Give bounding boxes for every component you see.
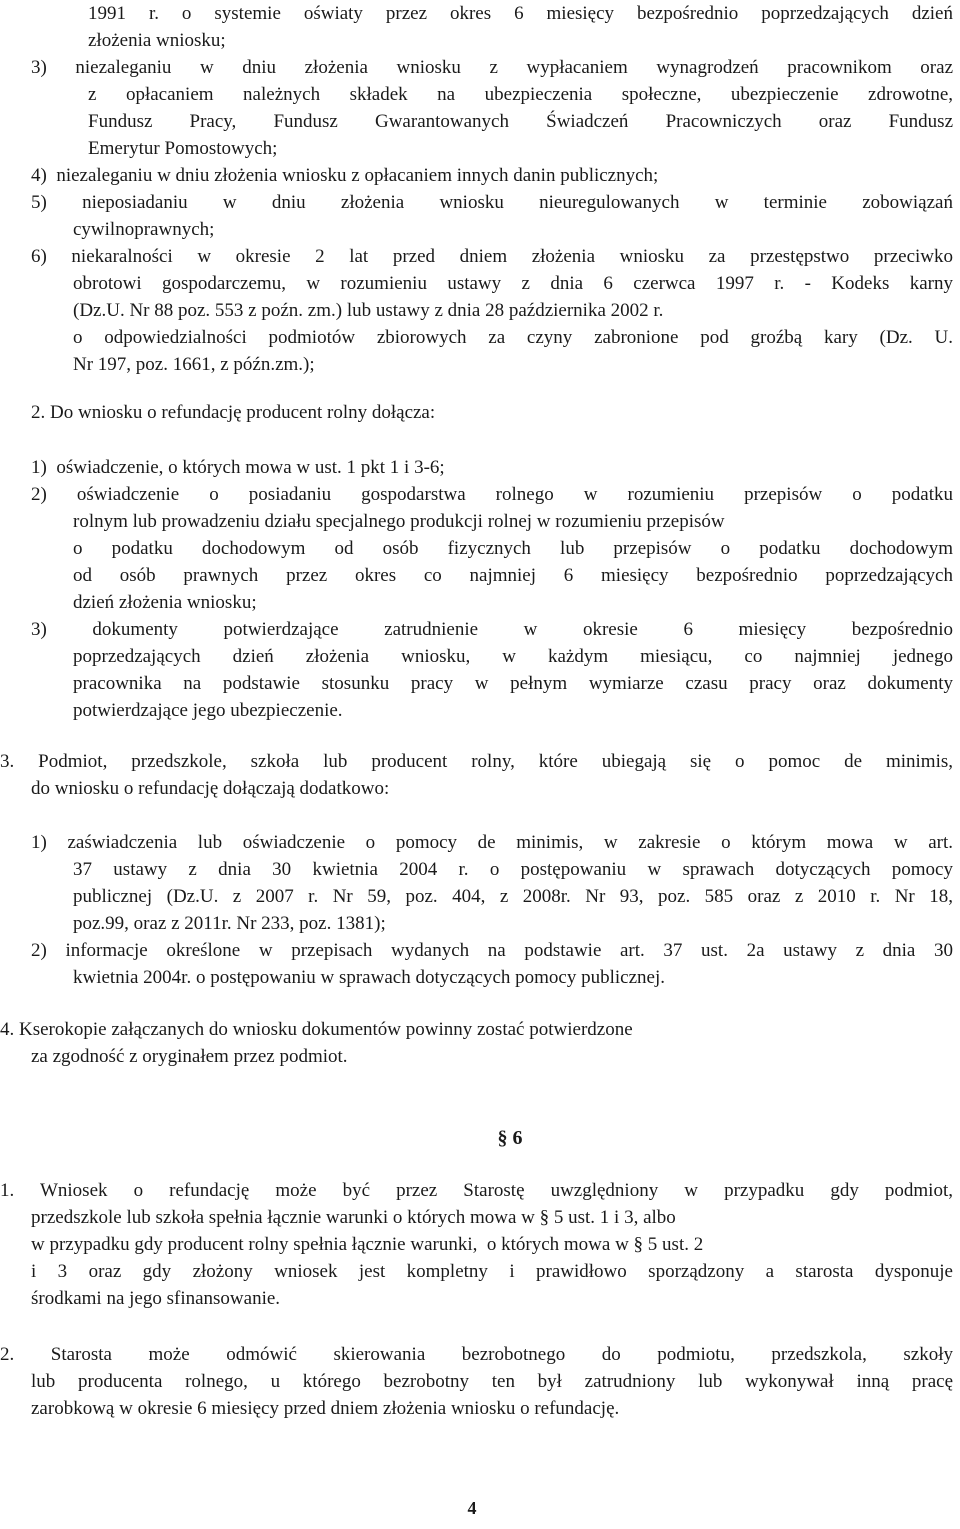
text-line: 3. Podmiot, przedszkole, szkoła lub producent rolny, które ubiegają się o pomoc de minimis, [0, 751, 953, 772]
section-heading: § 6 [497, 1127, 523, 1149]
text-line: od osób prawnych przez okres co najmniej 6 miesięcy bezpośrednio poprzedzających [73, 565, 953, 586]
text-line: rolnym lub prowadzeniu działu specjalnego produkcji rolnej w rozumieniu przepisów [73, 511, 725, 532]
text-line: z opłacaniem należnych składek na ubezpieczenia społeczne, ubezpieczenie zdrowotne, [88, 84, 953, 105]
text-line: poprzedzających dzień złożenia wniosku, w każdym miesiącu, co najmniej jednego [73, 646, 953, 667]
text-line: i 3 oraz gdy złożony wniosek jest kompletny i prawidłowo sporządzony a starosta dysponuje [31, 1261, 953, 1282]
text-line: 37 ustawy z dnia 30 kwietnia 2004 r. o postępowaniu w sprawach dotyczących pomocy [73, 859, 953, 880]
text-line: 6) niekaralności w okresie 2 lat przed dniem złożenia wniosku za przestępstwo przeciwko [31, 246, 953, 267]
text-line: (Dz.U. Nr 88 poz. 553 z poźn. zm.) lub ustawy z dnia 28 października 2002 r. [73, 300, 664, 321]
text-line: zarobkową w okresie 6 miesięcy przed dniem złożenia wniosku o refundację. [31, 1398, 620, 1419]
text-line: 3) dokumenty potwierdzające zatrudnienie w okresie 6 miesięcy bezpośrednio [31, 619, 953, 640]
text-line: o odpowiedzialności podmiotów zbiorowych za czyny zabronione pod groźbą kary (Dz. U. [73, 327, 953, 348]
text-line: obrotowi gospodarczemu, w rozumieniu ustawy z dnia 6 czerwca 1997 r. - Kodeks karny [73, 273, 953, 294]
text-line: 1) oświadczenie, o których mowa w ust. 1 pkt 1 i 3-6; [31, 457, 445, 478]
text-line: Nr 197, poz. 1661, z późn.zm.); [73, 354, 315, 375]
text-line: 5) nieposiadaniu w dniu złożenia wniosku nieuregulowanych w terminie zobowiązań [31, 192, 953, 213]
text-line: lub producenta rolnego, u którego bezrobotny ten był zatrudniony lub wykonywał inną pracę [31, 1371, 953, 1392]
text-line: 4) niezaleganiu w dniu złożenia wniosku z opłacaniem innych danin publicznych; [31, 165, 659, 186]
text-line: 2) informacje określone w przepisach wydanych na podstawie art. 37 ust. 2a ustawy z dnia 30 [31, 940, 953, 961]
text-line: o podatku dochodowym od osób fizycznych lub przepisów o podatku dochodowym [73, 538, 953, 559]
text-line: w przypadku gdy producent rolny spełnia łącznie warunki, o których mowa w § 5 ust. 2 [31, 1234, 704, 1255]
text-line: 2) oświadczenie o posiadaniu gospodarstwa rolnego w rozumieniu przepisów o podatku [31, 484, 953, 505]
text-line: 3) niezaleganiu w dniu złożenia wniosku z wypłacaniem wynagrodzeń pracownikom oraz [31, 57, 953, 78]
page-number: 4 [467, 1498, 477, 1518]
text-line: przedszkole lub szkoła spełnia łącznie warunki o których mowa w § 5 ust. 1 i 3, albo [31, 1207, 676, 1228]
text-line: pracownika na podstawie stosunku pracy w pełnym wymiarze czasu pracy oraz dokumenty [73, 673, 953, 694]
text-line: do wniosku o refundację dołączają dodatkowo: [31, 778, 390, 799]
text-line: potwierdzające jego ubezpieczenie. [73, 700, 343, 721]
text-line: za zgodność z oryginałem przez podmiot. [31, 1046, 348, 1067]
text-line: 1. Wniosek o refundację może być przez Starostę uwzględniony w przypadku gdy podmiot, [0, 1180, 953, 1201]
text-line: poz.99, oraz z 2011r. Nr 233, poz. 1381); [73, 913, 386, 934]
text-line: kwietnia 2004r. o postępowaniu w sprawach dotyczących pomocy publicznej. [73, 967, 665, 988]
text-line: Emerytur Pomostowych; [88, 138, 278, 159]
text-line: Fundusz Pracy, Fundusz Gwarantowanych Świadczeń Pracowniczych oraz Fundusz [88, 111, 953, 132]
text-line: środkami na jego sfinansowanie. [31, 1288, 281, 1309]
text-line: 2. Do wniosku o refundację producent rolny dołącza: [31, 402, 436, 423]
text-line: 1) zaświadczenia lub oświadczenie o pomocy de minimis, w zakresie o którym mowa w art. [31, 832, 953, 853]
text-line: 1991 r. o systemie oświaty przez okres 6 miesięcy bezpośrednio poprzedzających dzień [88, 3, 953, 24]
text-line: 4. Kserokopie załączanych do wniosku dokumentów powinny zostać potwierdzone [0, 1019, 633, 1040]
text-line: dzień złożenia wniosku; [73, 592, 257, 613]
text-line: 2. Starosta może odmówić skierowania bezrobotnego do podmiotu, przedszkola, szkoły [0, 1344, 953, 1365]
text-line: cywilnoprawnych; [73, 219, 215, 240]
text-line: publicznej (Dz.U. z 2007 r. Nr 59, poz. 404, z 2008r. Nr 93, poz. 585 oraz z 2010 r. Nr 18, [73, 886, 953, 907]
text-line: złożenia wniosku; [88, 30, 226, 51]
